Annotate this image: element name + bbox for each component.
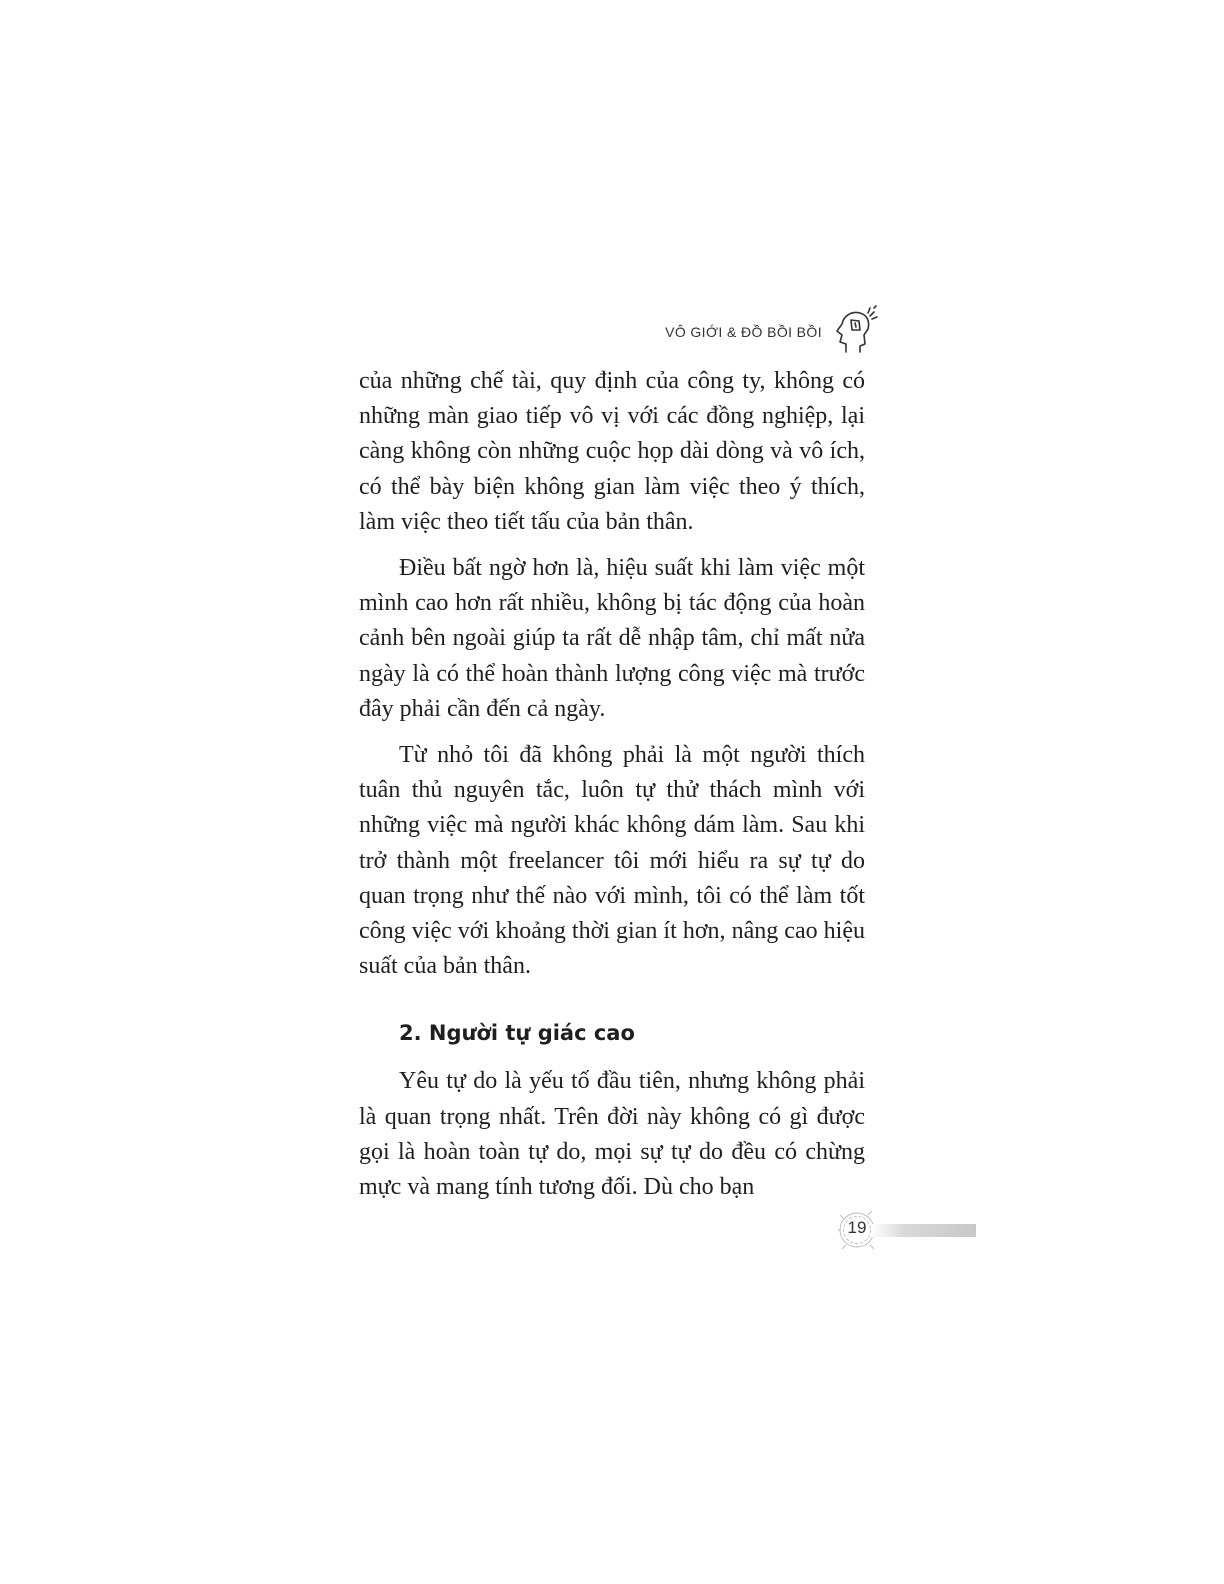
head-profile-icon: [832, 304, 880, 360]
book-title: VÔ GIỚI & ĐỒ BỒI BỒI: [665, 324, 822, 340]
running-header: [560, 304, 880, 360]
paragraph: của những chế tài, quy định của công ty, không có những màn giao tiếp vô vị với các đồng nghiệp, lại càng không còn những cuộc họp dài dòng và vô ích, có thể bày biện không gian làm việc theo ý thích, làm việc theo tiết tấu của bản thân.: [359, 368, 865, 535]
paragraph: Điều bất ngờ hơn là, hiệu suất khi làm việc một mình cao hơn rất nhiều, không bị tác động của hoàn cảnh bên ngoài giúp ta rất dễ nhập tâm, chỉ mất nửa ngày là có thể hoàn thành lượng công việc mà trước đây phải cần đến cả ngày.: [359, 555, 865, 722]
section-heading: 2. Người tự giác cao: [399, 1021, 635, 1046]
footer-bar: [872, 1224, 976, 1237]
paragraph: Yêu tự do là yếu tố đầu tiên, nhưng không phải là quan trọng nhất. Trên đời này không có gì được gọi là hoàn toàn tự do, mọi sự tự do đều có chừng mực và mang tính tương đối. Dù cho bạn: [359, 1068, 865, 1201]
page-footer: [838, 1207, 978, 1253]
paragraph: Từ nhỏ tôi đã không phải là một người thích tuân thủ nguyên tắc, luôn tự thử thách mình với những việc mà người khác không dám làm. Sau khi trở thành một freelancer tôi mới hiểu ra sự tự do quan trọng như thế nào với mình, tôi có thể làm tốt công việc với khoảng thời gian ít hơn, nâng cao hiệu suất của bản thân.: [359, 742, 865, 980]
page-number: 19: [847, 1218, 867, 1237]
body-text: [359, 364, 865, 1216]
